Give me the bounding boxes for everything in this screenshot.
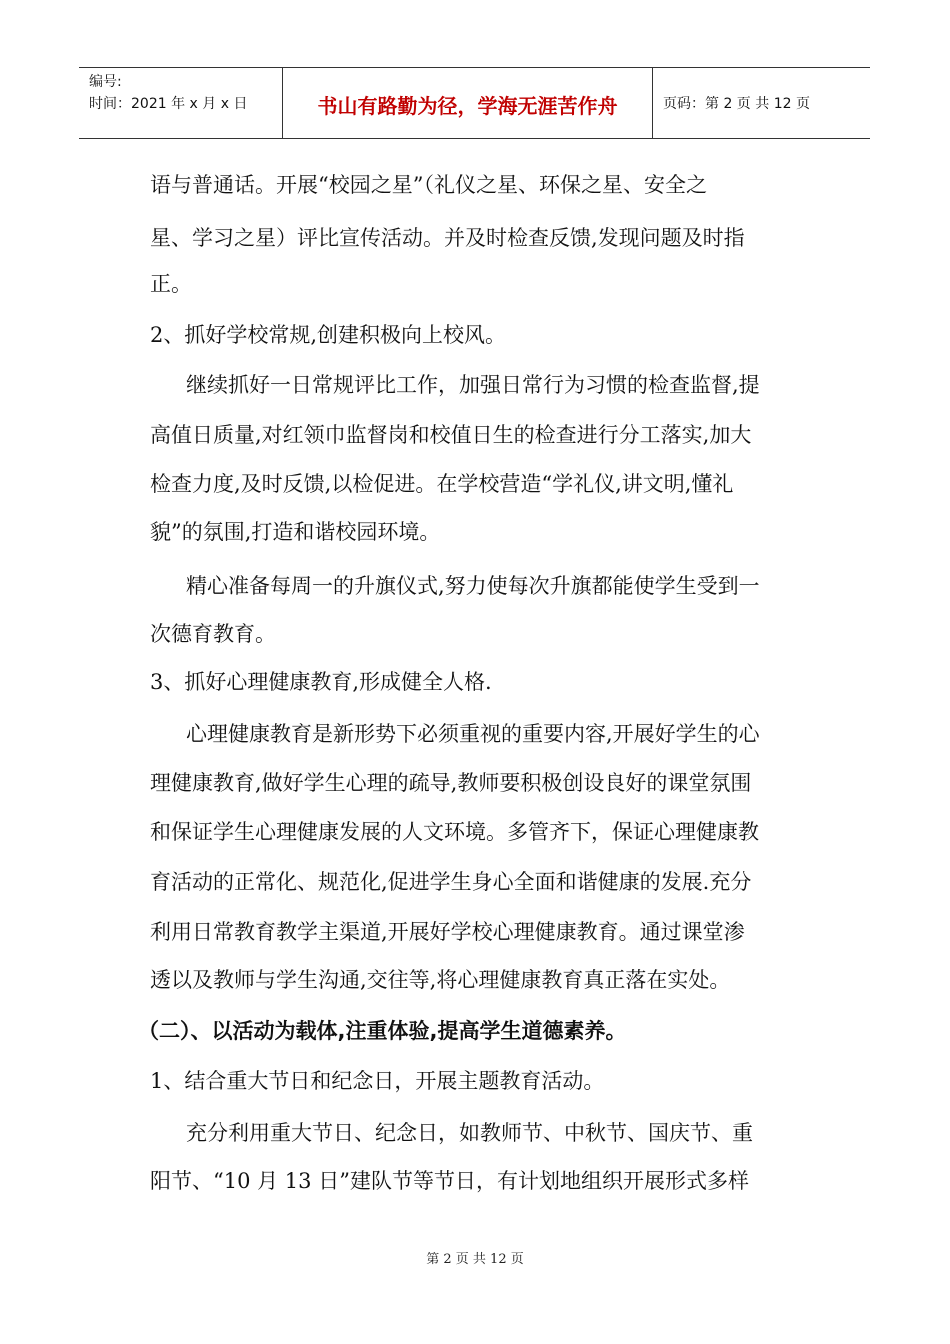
document-date-label: 时间：2021 年 x 月 x 日 — [89, 96, 248, 112]
body-line: 阳节、“10 月 13 日”建队节等节日，有计划地组织开展形式多样 — [150, 1169, 749, 1193]
body-line: 心理健康教育是新形势下必须重视的重要内容,开展好学生的心 — [186, 722, 760, 746]
body-line: 理健康教育,做好学生心理的疏导,教师要积极创设良好的课堂氛围 — [150, 771, 752, 795]
body-line: 育活动的正常化、规范化,促进学生身心全面和谐健康的发展.充分 — [150, 870, 752, 894]
body-line: 充分利用重大节日、纪念日，如教师节、中秋节、国庆节、重 — [186, 1121, 753, 1145]
body-line: 精心准备每周一的升旗仪式,努力使每次升旗都能使学生受到一 — [186, 574, 760, 598]
section-heading: 1、结合重大节日和纪念日，开展主题教育活动。 — [150, 1069, 605, 1093]
page-header — [79, 67, 870, 139]
body-line: 正。 — [150, 272, 192, 296]
body-line: 和保证学生心理健康发展的人文环境。多管齐下，保证心理健康教 — [150, 820, 759, 844]
document-number-label: 编号: — [89, 74, 122, 90]
body-line: 继续抓好一日常规评比工作，加强日常行为习惯的检查监督,提 — [186, 373, 760, 397]
section-heading: 3、抓好心理健康教育,形成健全人格. — [150, 670, 492, 694]
header-motto-cell — [283, 68, 653, 138]
body-line: 貌”的氛围,打造和谐校园环境。 — [150, 520, 441, 544]
body-line: 高值日质量,对红领巾监督岗和校值日生的检查进行分工落实,加大 — [150, 423, 752, 447]
body-line: 次德育教育。 — [150, 622, 276, 646]
header-page-cell — [653, 68, 870, 138]
header-meta-cell — [79, 68, 283, 138]
header-page-label: 页码：第 2 页 共 12 页 — [663, 96, 810, 112]
bold-section-heading: （二）、以活动为载体,注重体验,提高学生道德素养。 — [138, 1019, 627, 1043]
body-line: 透以及教师与学生沟通,交往等,将心理健康教育真正落在实处。 — [150, 968, 731, 992]
page-footer: 第 2 页 共 12 页 — [426, 1252, 524, 1267]
body-line: 检查力度,及时反馈,以检促进。在学校营造“学礼仪,讲文明,懂礼 — [150, 472, 734, 496]
section-heading: 2、抓好学校常规,创建积极向上校风。 — [150, 323, 507, 347]
header-motto: 书山有路勤为径，学海无涯苦作舟 — [317, 94, 618, 118]
body-line: 星、学习之星）评比宣传活动。并及时检查反馈,发现问题及时指 — [150, 226, 745, 250]
body-line: 语与普通话。开展“校园之星”（礼仪之星、环保之星、安全之 — [150, 173, 707, 197]
body-line: 利用日常教育教学主渠道,开展好学校心理健康教育。通过课堂渗 — [150, 920, 745, 944]
